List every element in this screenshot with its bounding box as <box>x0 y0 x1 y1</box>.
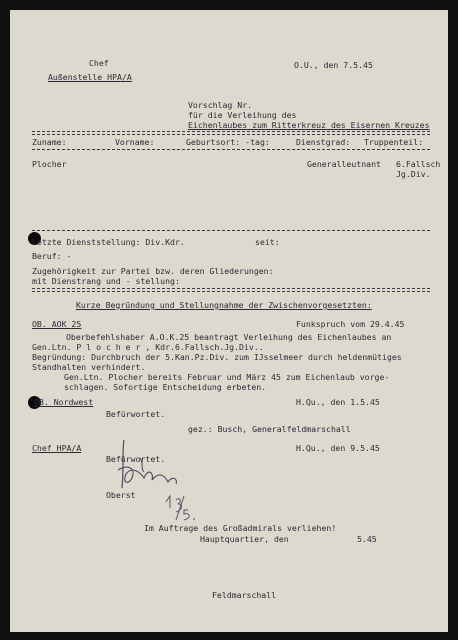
surname-label: Zuname: <box>32 137 67 147</box>
sender-line-2: Außenstelle HPA/A <box>48 72 132 82</box>
divider-mid <box>32 230 430 231</box>
party-line-2: mit Dienstrang und - stellung: <box>32 276 180 286</box>
signature-oberst <box>110 438 190 498</box>
place-date: O.U., den 7.5.45 <box>294 60 373 70</box>
reasoning-line: Gen.Ltn. Plocher bereits Februar und März 45 zum Eichenlaub vorge- <box>64 372 390 382</box>
unit-label: Truppenteil: <box>364 137 424 147</box>
award-signature-title: Feldmarschall <box>212 590 277 600</box>
surname-value: Plocher <box>32 159 67 169</box>
profession: Beruf: - <box>32 251 72 261</box>
divider-labels <box>32 149 430 150</box>
document-page <box>10 10 448 632</box>
rank-value: Generalleutnant <box>307 159 381 169</box>
hq-date-2: H.Qu., den 9.5.45 <box>296 443 380 453</box>
chef-hpa: Chef HPA/A <box>32 443 82 453</box>
signed-busch: gez.: Busch, Generalfeldmarschall <box>188 424 351 434</box>
befuerwortet-2: Befürwortet. <box>106 454 166 464</box>
handwritten-note <box>162 492 202 524</box>
befuerwortet-1: Befürwortet. <box>106 409 166 419</box>
birthplace-label: Geburtsort: -tag: <box>186 137 270 147</box>
unit-value-1: 6.Fallsch <box>396 159 441 169</box>
unit-value-2: Jg.Div. <box>396 169 431 179</box>
divider-top <box>32 131 430 135</box>
title-line-3: Eichenlaubes zum Ritterkreuz des Eisernen Kreuzes <box>188 120 430 130</box>
authority: OB. AOK 25 <box>32 319 82 329</box>
reasoning-line: Begründung: Durchbruch der 5.Kan.Pz.Div. zum IJsselmeer durch heldenmütiges <box>32 352 402 362</box>
reasoning-line: Gen.Ltn. P l o c h e r , Kdr.6.Fallsch.Jg.Div.. <box>32 342 264 352</box>
oberst-label: Oberst <box>106 490 136 500</box>
divider-reasoning <box>32 288 430 292</box>
title-line-2: für die Verleihung des <box>188 110 297 120</box>
title-line-1: Vorschlag Nr. <box>188 100 253 110</box>
reasoning-line: Oberbefehlshaber A.O.K.25 beantragt Verleihung des Eichenlaubes an <box>66 332 392 342</box>
reasoning-heading: Kurze Begründung und Stellungnahme der Zwischenvorgesetzten: <box>76 300 372 310</box>
reasoning-line: schlagen. Sofortige Entscheidung erbeten. <box>64 382 267 392</box>
award-date: 5.45 <box>357 534 377 544</box>
party-line-1: Zugehörigkeit zur Partei bzw. deren Gliederungen: <box>32 266 274 276</box>
award-line-2: Hauptquartier, den <box>200 534 289 544</box>
sender-line-1: Chef <box>89 58 109 68</box>
since-label: seit: <box>255 237 280 247</box>
reasoning-line: Standhalten verhindert. <box>32 362 146 372</box>
rank-label: Dienstgrad: <box>296 137 351 147</box>
radio-message: Funkspruch vom 29.4.45 <box>296 319 405 329</box>
firstname-label: Vorname: <box>115 137 155 147</box>
ob-nordwest: OB. Nordwest <box>34 397 94 407</box>
award-line-1: Im Auftrage des Großadmirals verliehen! <box>144 523 337 533</box>
hq-date-1: H.Qu., den 1.5.45 <box>296 397 380 407</box>
last-post: Letzte Dienststellung: Div.Kdr. <box>32 237 185 247</box>
